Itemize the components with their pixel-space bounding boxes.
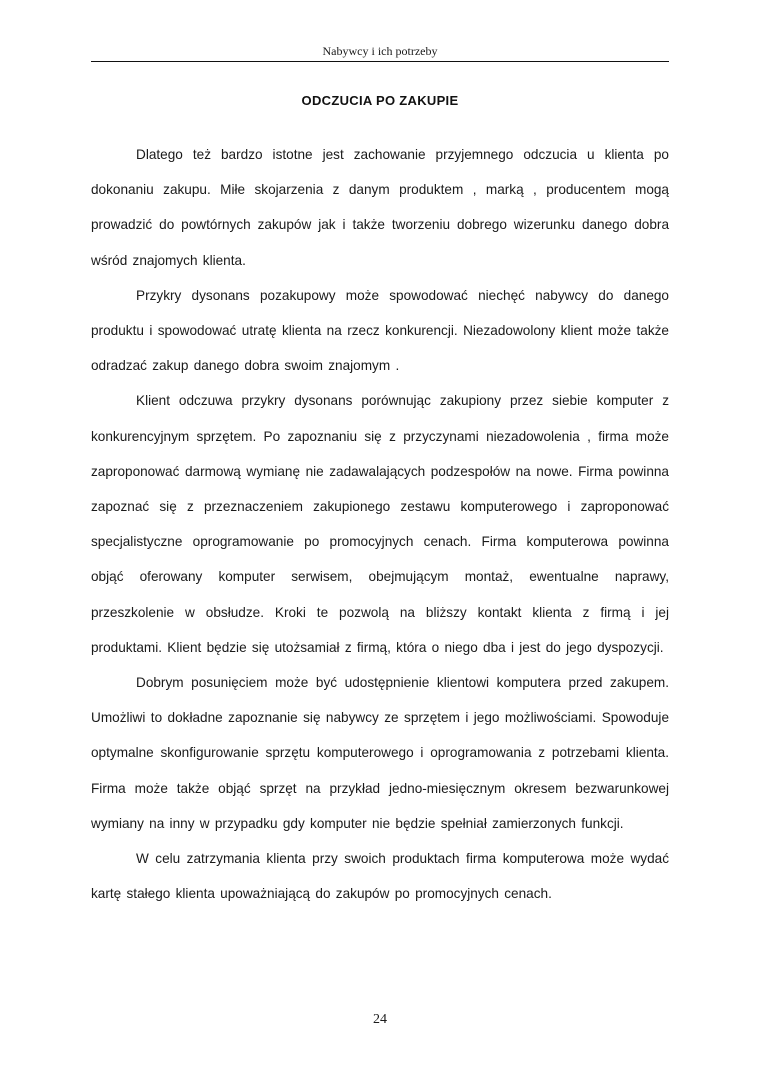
paragraph-3: Klient odczuwa przykry dysonans porównując zakupiony przez siebie komputer z konkurencyjnym sprzętem. Po zapoznaniu się z przyczynami niezadowolenia , firma może zaproponować darmową wymianę nie zadawalających podzespołów na nowe. Firma powinna zapoznać się z przeznaczeniem zakupionego zestawu komputerowego i zaproponować specjalistyczne oprogramowanie po promocyjnych cenach. Firma komputerowa powinna objąć oferowany komputer serwisem, obejmującym montaż, ewentualne naprawy, przeszkolenie w obsłudze. Kroki te pozwolą na bliższy kontakt klienta z firmą i jej produktami. Klient będzie się utożsamiał z firmą, która o niego dba i jest do jego dyspozycji. bbox=[91, 393, 669, 655]
running-header: Nabywcy i ich potrzeby bbox=[322, 44, 438, 58]
paragraph-4: Dobrym posunięciem może być udostępnienie klientowi komputera przed zakupem. Umożliwi to dokładne zapoznanie się nabywcy ze sprzętem i jego możliwościami. Spowoduje optymalne skonfigurowanie sprzętu komputerowego i oprogramowania z potrzebami klienta. Firma może także objąć sprzęt na przykład jedno-miesięcznym okresem bezwarunkowej wymiany na inny w przypadku gdy komputer nie będzie spełniał zamierzonych funkcji. bbox=[91, 675, 669, 831]
section-title: ODCZUCIA PO ZAKUPIE bbox=[301, 93, 459, 108]
header-divider bbox=[91, 61, 669, 62]
paragraph-2: Przykry dysonans pozakupowy może spowodować niechęć nabywcy do danego produktu i spowodować utratę klienta na rzecz konkurencji. Niezadowolony klient może także odradzać zakup danego dobra swoim znajomym . bbox=[91, 287, 669, 374]
page-number: 24 bbox=[373, 1012, 387, 1027]
paragraph-5: W celu zatrzymania klienta przy swoich produktach firma komputerowa może wydać kartę stałego klienta upoważniającą do zakupów po promocyjnych cenach. bbox=[91, 851, 669, 902]
body-text bbox=[91, 137, 669, 911]
paragraph-1: Dlatego też bardzo istotne jest zachowanie przyjemnego odczucia u klienta po dokonaniu zakupu. Miłe skojarzenia z danym produktem , marką , producentem mogą prowadzić do powtórnych zakupów jak i także tworzeniu dobrego wizerunku danego dobra wśród znajomych klienta. bbox=[91, 147, 669, 268]
